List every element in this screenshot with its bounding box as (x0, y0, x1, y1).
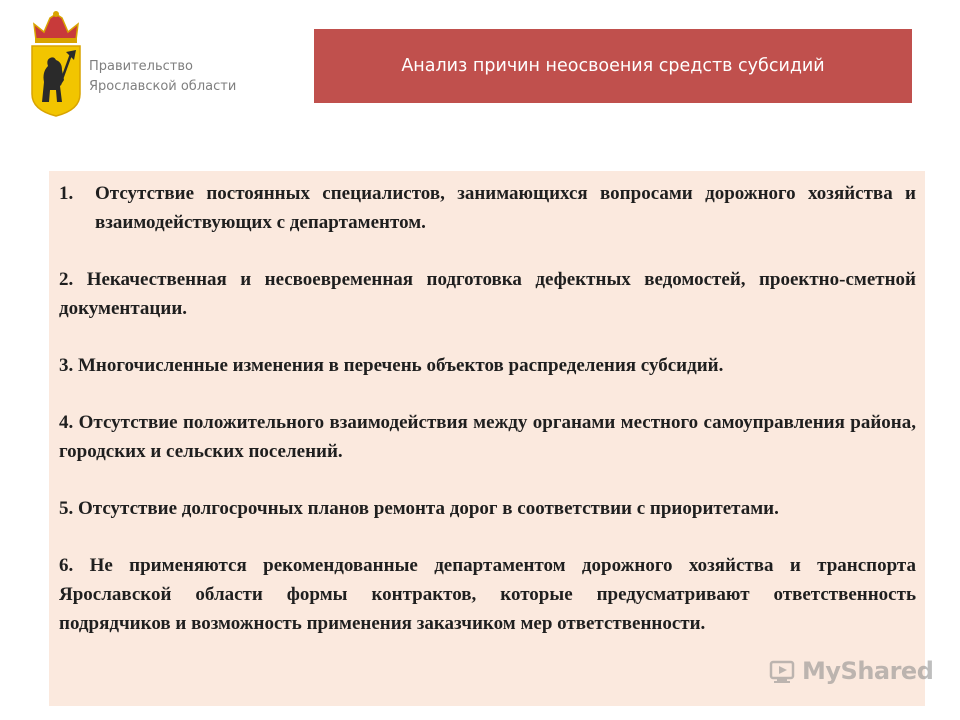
list-item: 6. Не применяются рекомендованные департаментом дорожного хозяйства и транспорта Ярославской области формы контрактов, которые предусматривают ответственность подрядчиков и возможность применения заказчиком мер ответственности. (59, 555, 916, 634)
list-item-number: 1. (59, 183, 74, 204)
content-panel (49, 171, 925, 706)
watermark (768, 656, 933, 686)
list-item (59, 179, 916, 237)
list-item: 3. Многочисленные изменения в перечень объектов распределения субсидий. (59, 355, 724, 376)
slide-title-bar (314, 29, 912, 103)
org-line-1: Правительство (89, 59, 193, 74)
list-item: 4. Отсутствие положительного взаимодействия между органами местного самоуправления района, городских и сельских поселений. (59, 412, 916, 462)
organization-name (89, 57, 289, 97)
myshared-logo-icon (768, 656, 798, 686)
coat-of-arms-icon (28, 10, 84, 118)
watermark-text: MyShared (802, 657, 934, 685)
list-item-text: Отсутствие постоянных специалистов, занимающихся вопросами дорожного хозяйства и взаимодействующих с департаментом. (95, 183, 916, 233)
list-item: 2. Некачественная и несвоевременная подготовка дефектных ведомостей, проектно-сметной документации. (59, 269, 916, 319)
org-line-2: Ярославской области (89, 79, 237, 94)
slide-title: Анализ причин неосвоения средств субсидий (401, 56, 825, 76)
list-item: 5. Отсутствие долгосрочных планов ремонта дорог в соответствии с приоритетами. (59, 498, 779, 519)
causes-list (59, 179, 916, 666)
